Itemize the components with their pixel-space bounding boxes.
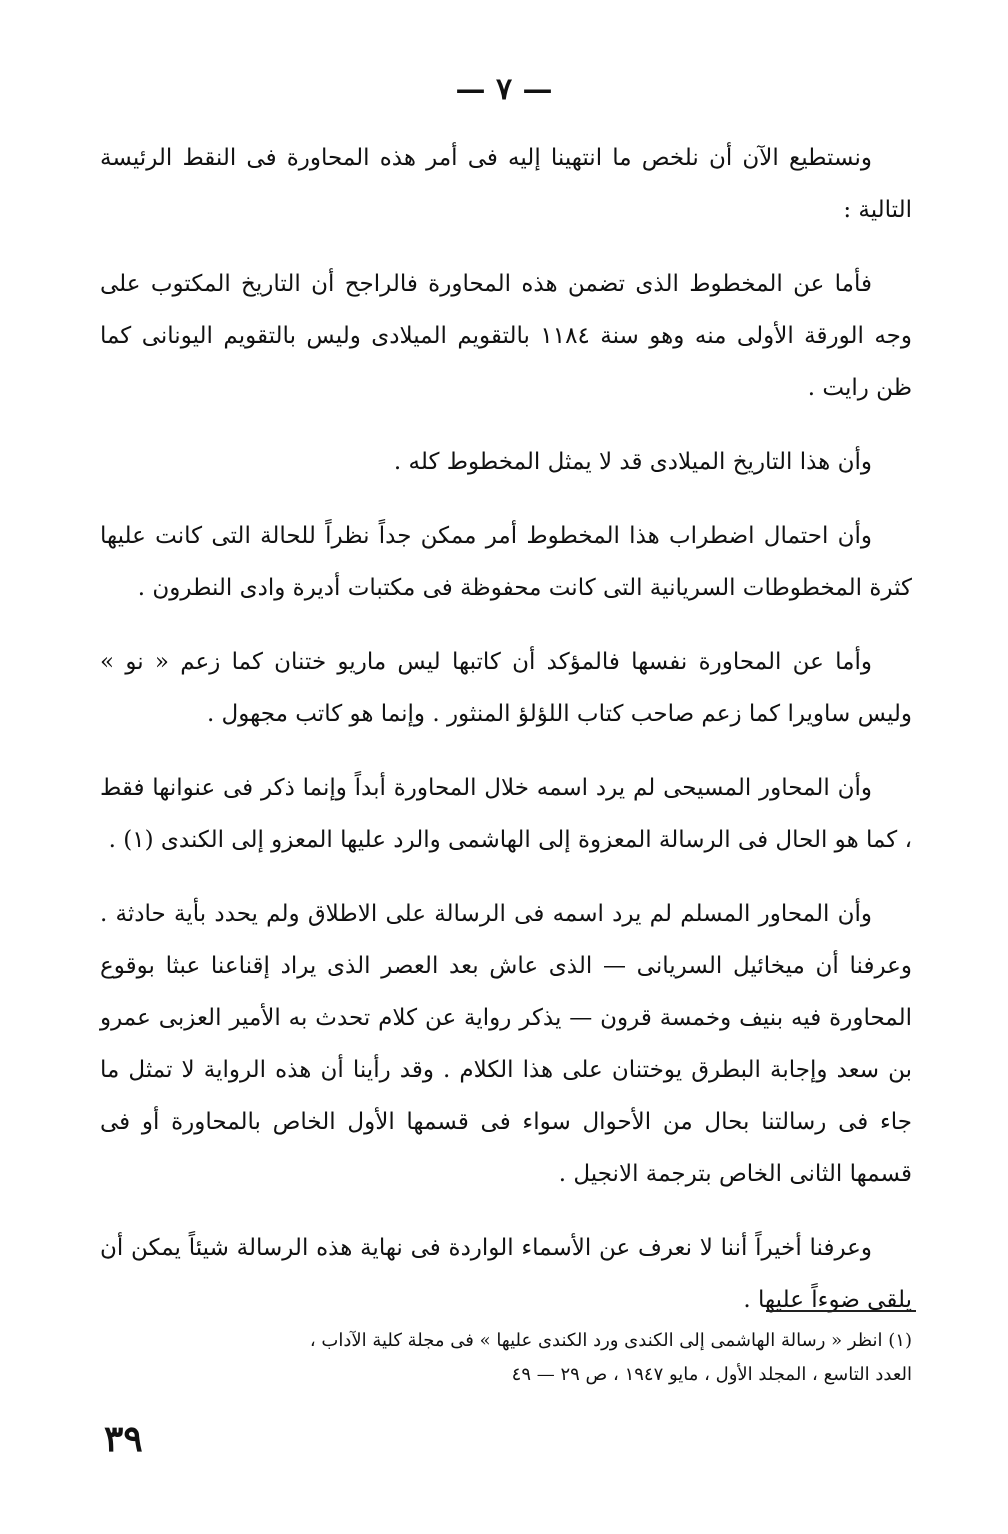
footnote-line-1: (١) انظر « رسالة الهاشمى إلى الكندى ورد الكندى عليها » فى مجلة كلية الآداب ، <box>309 1330 912 1351</box>
paragraph-intro: ونستطيع الآن أن نلخص ما انتهينا إليه فى أمر هذه المحاورة فى النقط الرئيسة التالية : <box>100 145 912 223</box>
paragraph-names: وعرفنا أخيراً أننا لا نعرف عن الأسماء الواردة فى نهاية هذه الرسالة شيئاً يمكن أن يلقى ضوءاً عليها . <box>100 1235 912 1313</box>
footnote-line-2: العدد التاسع ، المجلد الأول ، مايو ١٩٤٧ ، ص ٢٩ — ٤٩ <box>511 1364 912 1385</box>
paragraph-author: وأما عن المحاورة نفسها فالمؤكد أن كاتبها ليس ماريو ختنان كما زعم « نو » وليس ساويرا كما زعم صاحب كتاب اللؤلؤ المنثور . وإنما هو كاتب مجهول . <box>100 649 912 727</box>
footnote-separator <box>766 1310 916 1312</box>
paragraph-date-scope: وأن هذا التاريخ الميلادى قد لا يمثل المخطوط كله . <box>393 449 872 475</box>
page-number-footer: ٣٩ <box>104 1418 143 1460</box>
body-text <box>100 132 912 1348</box>
page-number-header: — ٧ — <box>455 72 553 107</box>
paragraph-muslim-interlocutor: وأن المحاور المسلم لم يرد اسمه فى الرسالة على الاطلاق ولم يحدد بأية حادثة . وعرفنا أن ميخائيل السريانى — الذى عاش بعد العصر الذى يراد إقناعنا عبثا بوقوع المحاورة فيه بنيف وخمسة قرون — يذكر رواية عن كلام تحدث به الأمير العزبى عمرو بن سعد وإجابة البطرق يوختنان على هذا الكلام . وقد رأينا أن هذه الرواية لا تمثل ما جاء فى رسالتنا بحال من الأحوال سواء فى قسمها الأول الخاص بالمحاورة أو فى قسمها الثانى الخاص بترجمة الانجيل . <box>100 901 912 1187</box>
paragraph-christian-interlocutor: وأن المحاور المسيحى لم يرد اسمه خلال المحاورة أبداً وإنما ذكر فى عنوانها فقط ، كما هو الحال فى الرسالة المعزوة إلى الهاشمى والرد عليها المعزو إلى الكندى (١) . <box>100 775 912 853</box>
footnote <box>100 1324 912 1392</box>
paragraph-manuscript-disorder: وأن احتمال اضطراب هذا المخطوط أمر ممكن جداً نظراً للحالة التى كانت عليها كثرة المخطوطات السريانية التى كانت محفوظة فى مكتبات أديرة وادى النطرون . <box>100 523 912 601</box>
paragraph-manuscript-date: فأما عن المخطوط الذى تضمن هذه المحاورة فالراجح أن التاريخ المكتوب على وجه الورقة الأولى منه وهو سنة ١١٨٤ بالتقويم الميلادى وليس بالتقويم اليونانى كما ظن رايت . <box>100 271 913 401</box>
